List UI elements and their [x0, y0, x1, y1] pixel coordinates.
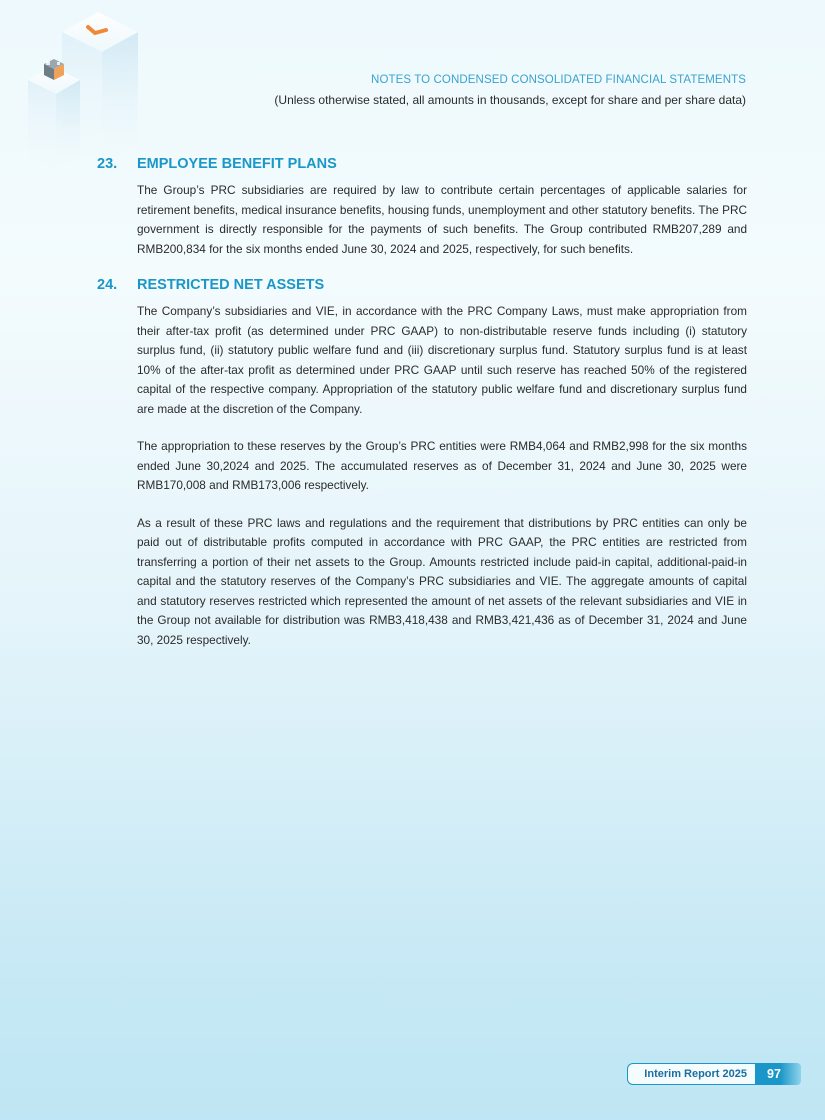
section-restricted-net-assets — [97, 277, 747, 650]
paragraph: The appropriation to these reserves by the Group’s PRC entities were RMB4,064 and RMB2,998 for the six months ended June 30,2024 and 2025. The accumulated reserves as of December 31, 2024 and June 30, 2025 were RMB170,008 and RMB173,006 respectively. — [137, 439, 747, 492]
header-title: NOTES TO CONDENSED CONSOLIDATED FINANCIAL STATEMENTS — [371, 74, 746, 86]
section-number: 23. — [97, 156, 118, 172]
section-heading — [97, 277, 747, 293]
paragraph: As a result of these PRC laws and regulations and the requirement that distributions by PRC entities can only be paid out of distributable profits computed in accordance with PRC GAAP, the PRC entities are restricted from transferring a portion of their net assets to the Group. Amounts restricted include paid-in capital, additional-paid-in capital and the statutory reserves of the Company’s PRC subsidiaries and VIE. The aggregate amounts of capital and statutory reserves restricted which represented the amount of net assets of the relevant subsidiaries and VIE in the Group not available for distribution was RMB3,418,438 and RMB3,421,436 as of December 31, 2024 and June 30, 2025 respectively. — [137, 515, 747, 647]
page-footer — [627, 1063, 801, 1087]
section-title: RESTRICTED NET ASSETS — [137, 277, 325, 293]
section-employee-benefit-plans — [97, 156, 747, 259]
report-label: Interim Report 2025 — [644, 1068, 747, 1080]
running-header — [274, 74, 746, 107]
page-number: 97 — [755, 1063, 801, 1085]
decorative-blocks-illustration — [0, 0, 160, 170]
section-title: EMPLOYEE BENEFIT PLANS — [137, 156, 337, 172]
paragraph: The Company’s subsidiaries and VIE, in accordance with the PRC Company Laws, must make appropriation from their after-tax profit (as determined under PRC GAAP) to non-distributable reserve funds including (i) statutory surplus fund, (ii) statutory public welfare fund and (iii) discretionary surplus fund. Statutory surplus fund is at least 10% of the after-tax profit as determined under PRC GAAP until such reserve has reached 50% of the registered capital of the respective company. Appropriation of the statutory public welfare fund and discretionary surplus fund are made at the discretion of the Company. — [137, 304, 747, 416]
notes-content — [97, 156, 747, 668]
section-heading — [97, 156, 747, 172]
paragraph: The Group’s PRC subsidiaries are required by law to contribute certain percentages of applicable salaries for retirement benefits, medical insurance benefits, housing funds, unemployment and other statutory benefits. The PRC government is directly responsible for the payments of such benefits. The Group contributed RMB207,289 and RMB200,834 for the six months ended June 30, 2024 and 2025, respectively, for such benefits. — [137, 183, 747, 256]
section-number: 24. — [97, 277, 118, 293]
header-subtitle: (Unless otherwise stated, all amounts in thousands, except for share and per share data) — [274, 93, 746, 107]
